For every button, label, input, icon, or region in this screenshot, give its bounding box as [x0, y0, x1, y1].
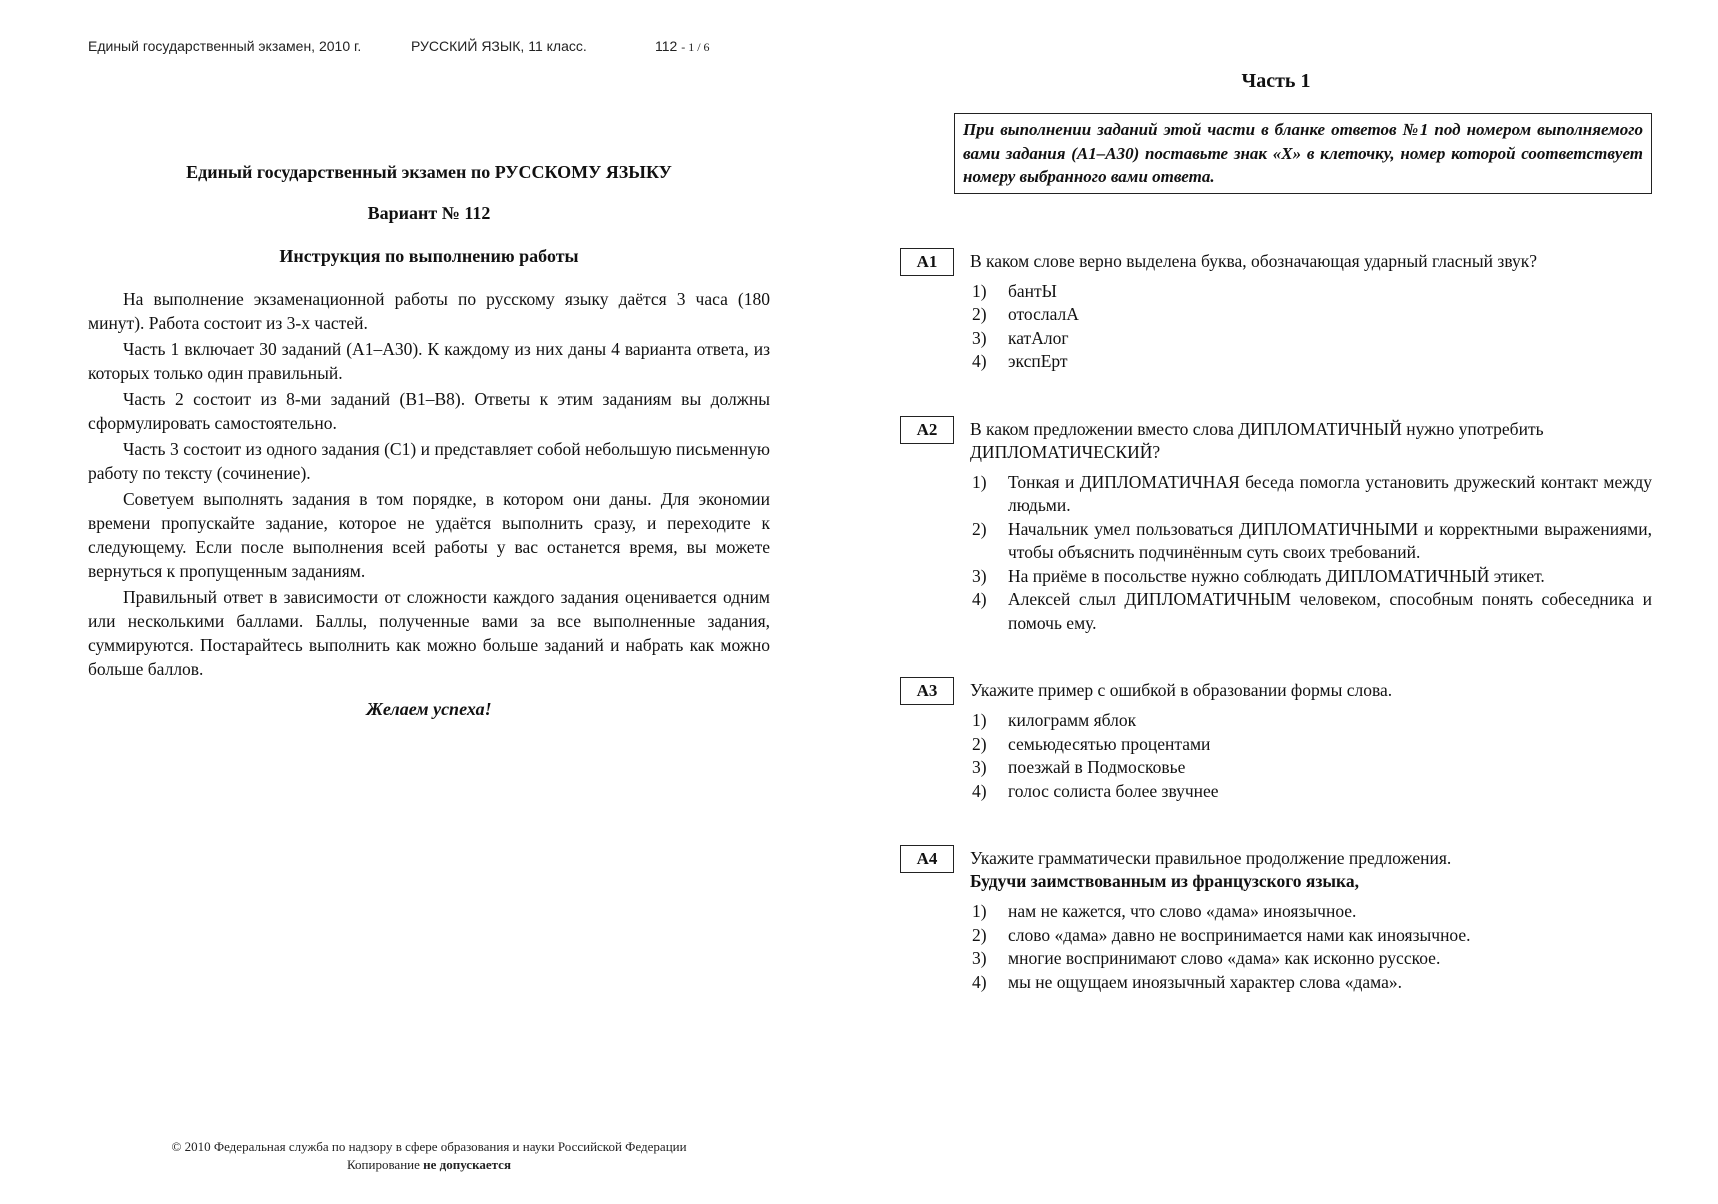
answer-option: 2) Начальник умел пользоваться ДИПЛОМАТИЧНЫМИ и корректными выражениями, чтобы объяснить подчинённым суть своих требований.	[972, 518, 1652, 562]
instruction-paragraph: Часть 1 включает 30 заданий (А1–А30). К каждому из них даны 4 варианта ответа, из которых только один правильный.	[88, 339, 770, 383]
answer-option: 2) слово «дама» давно не воспринимается нами как иноязычное.	[972, 924, 1471, 945]
answer-option: 1) нам не кажется, что слово «дама» иноязычное.	[972, 901, 1357, 921]
instruction-title: Инструкция по выполнению работы	[279, 246, 579, 266]
answer-option: 3) многие воспринимают слово «дама» как исконно русское.	[972, 948, 1441, 968]
answer-option: 1) Тонкая и ДИПЛОМАТИЧНАЯ беседа помогла установить дружеский контакт между людьми.	[972, 471, 1652, 515]
left-column	[88, 150, 770, 720]
task-question: В каком предложении вместо слова ДИПЛОМАТИЧНЫЙ нужно употребить ДИПЛОМАТИЧЕСКИЙ?	[970, 418, 1544, 462]
task-question: Укажите пример с ошибкой в образовании формы слова.	[970, 680, 1393, 700]
task-label: А2	[900, 416, 954, 444]
task-sentence-start: Будучи заимствованным из французского языка,	[970, 871, 1359, 891]
good-luck-text: Желаем успеха!	[366, 699, 492, 719]
copyright-line: © 2010 Федеральная служба по надзору в сфере образования и науки Российской Федерации	[171, 1139, 687, 1154]
answer-option: 4) экспЕрт	[972, 351, 1068, 371]
answer-option: 1) килограмм яблок	[972, 710, 1137, 730]
instruction-paragraph: На выполнение экзаменационной работы по русскому языку даётся 3 часа (180 минут). Работа состоит из 3-х частей.	[88, 289, 770, 333]
header-subject: РУССКИЙ ЯЗЫК, 11 класс.	[411, 38, 587, 54]
task-label: А3	[900, 677, 954, 705]
task-label: А1	[900, 248, 954, 276]
task-label: А4	[900, 845, 954, 873]
task-a3	[900, 677, 1652, 803]
answer-option: 2) отослалА	[972, 304, 1079, 324]
answer-options	[970, 280, 1652, 374]
part-title: Часть 1	[1241, 70, 1311, 92]
copyright-footer	[88, 1138, 770, 1174]
answer-option: 4) голос солиста более звучнее	[972, 780, 1219, 801]
header-page-number: 112 - 1 / 6	[655, 38, 710, 54]
task-question: Укажите грамматически правильное продолжение предложения.	[970, 848, 1452, 868]
answer-options	[970, 471, 1652, 636]
answer-option: 3) На приёме в посольстве нужно соблюдать ДИПЛОМАТИЧНЫЙ этикет.	[972, 565, 1545, 586]
instruction-paragraph: Часть 2 состоит из 8-ми заданий (В1–В8). Ответы к этим заданиям вы должны сформулировать самостоятельно.	[88, 389, 770, 433]
task-a2	[900, 416, 1652, 636]
copy-notice: Копирование не допускается	[347, 1157, 511, 1172]
answer-option: 3) катАлог	[972, 327, 1069, 348]
instruction-paragraph: Часть 3 состоит из одного задания (С1) и представляет собой небольшую письменную работу по тексту (сочинение).	[88, 439, 770, 483]
instruction-paragraph: Советуем выполнять задания в том порядке, в котором они даны. Для экономии времени пропускайте задание, которое не удаётся выполнить сразу, и переходите к следующему. Если после выполнения всей работы у вас останется время, вы можете вернуться к пропущенным заданиям.	[88, 489, 770, 581]
variant-number: Вариант № 112	[367, 203, 491, 223]
answer-options	[970, 900, 1652, 994]
part-instruction-box: При выполнении заданий этой части в бланке ответов №1 под номером выполняемого вами задания (А1–А30) поставьте знак «Х» в клеточку, номер которой соответствует номеру выбранного вами ответа.	[954, 113, 1652, 194]
right-column	[900, 70, 1652, 994]
task-a4	[900, 845, 1652, 994]
instruction-paragraphs	[88, 287, 770, 681]
task-question: В каком слове верно выделена буква, обозначающая ударный гласный звук?	[970, 250, 1537, 271]
task-a1	[900, 248, 1652, 374]
answer-option: 4) мы не ощущаем иноязычный характер слова «дама».	[972, 971, 1402, 992]
exam-title: Единый государственный экзамен по РУССКОМУ ЯЗЫКУ	[186, 162, 672, 182]
answer-option: 1) бантЫ	[972, 280, 1057, 301]
answer-option: 3) поезжай в Подмосковье	[972, 757, 1186, 777]
page-header	[88, 38, 728, 58]
answer-option: 2) семьюдесятью процентами	[972, 733, 1211, 754]
instruction-paragraph: Правильный ответ в зависимости от сложности каждого задания оценивается одним или несколькими баллами. Баллы, полученные вами за все выполненные задания, суммируются. Постарайтесь выполнить как можно больше заданий и набрать как можно больше баллов.	[88, 587, 770, 679]
header-exam: Единый государственный экзамен, 2010 г.	[88, 38, 362, 54]
answer-options	[970, 709, 1652, 803]
answer-option: 4) Алексей слыл ДИПЛОМАТИЧНЫМ человеком, способным понять собеседника и помочь ему.	[972, 589, 1652, 633]
